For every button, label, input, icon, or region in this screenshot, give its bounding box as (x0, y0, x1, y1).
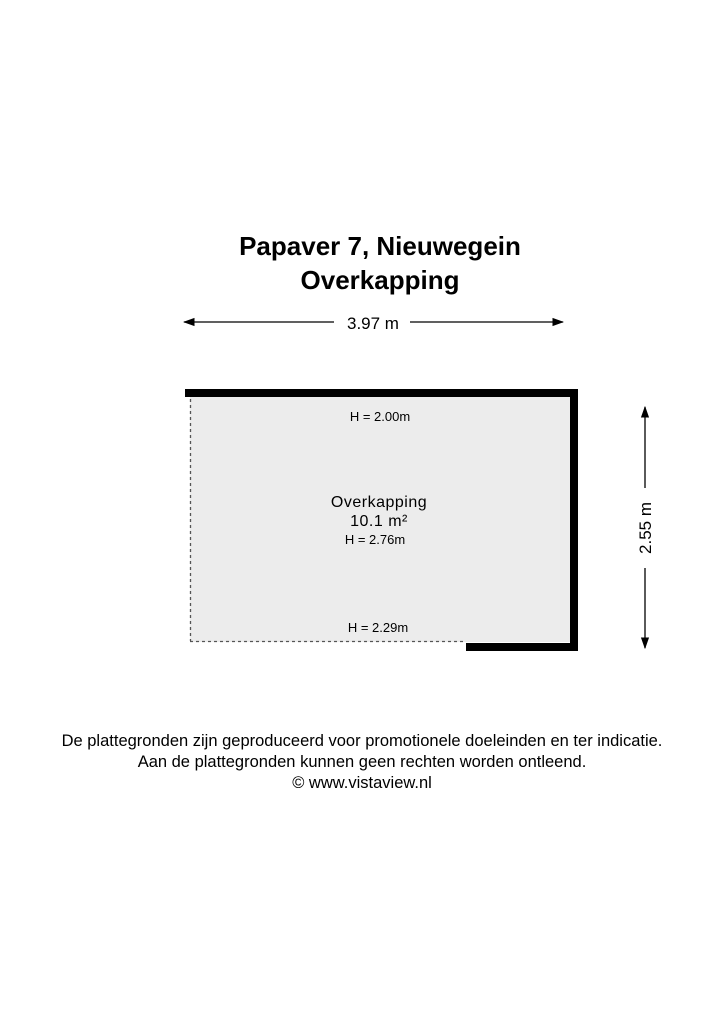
room-area-label: 10.1 m² (350, 513, 408, 530)
depth-dimension-label: 2.55 m (636, 502, 655, 554)
address-title: Papaver 7, Nieuwegein (239, 231, 521, 261)
height-top-label: H = 2.00m (349, 409, 411, 424)
room-name-label: Overkapping (330, 494, 428, 511)
floor-title: Overkapping (300, 265, 460, 295)
width-dimension (184, 314, 563, 333)
height-bottom-label: H = 2.29m (347, 620, 409, 635)
depth-dimension (636, 407, 655, 648)
height-center-label: H = 2.76m (344, 532, 406, 547)
copyright-link[interactable]: © www.vistaview.nl (292, 774, 432, 792)
width-dimension-label: 3.97 m (347, 314, 399, 333)
disclaimer-line-1: De plattegronden zijn geproduceerd voor promotionele doeleinden en ter indicatie. (61, 732, 663, 750)
disclaimer-line-2: Aan de plattegronden kunnen geen rechten worden ontleend. (137, 753, 587, 771)
